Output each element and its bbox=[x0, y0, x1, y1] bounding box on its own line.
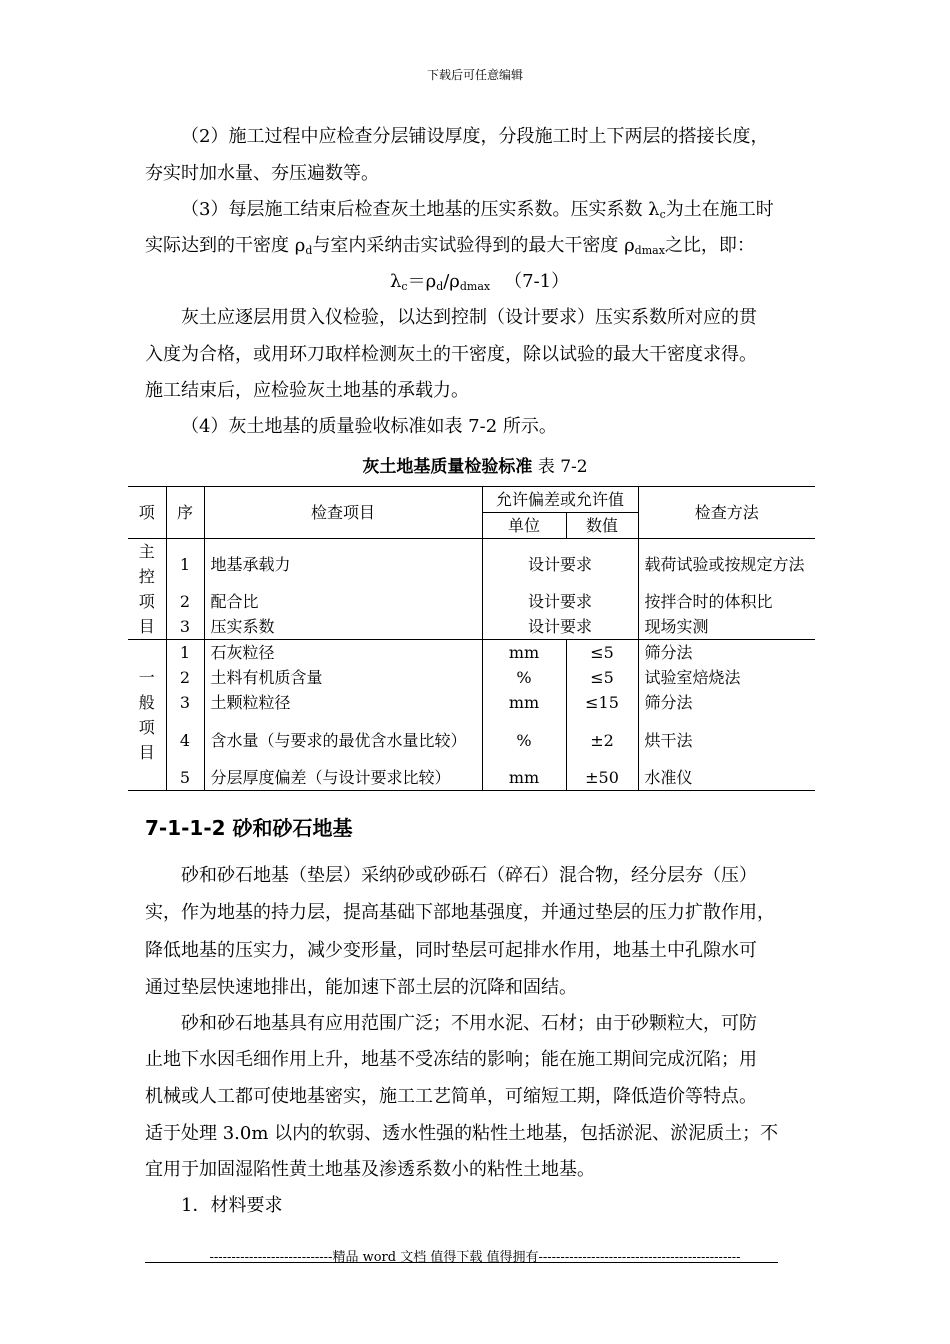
table-row-value: ±2 bbox=[566, 715, 638, 765]
paragraph-line: 止地下水因毛细作用上升，地基不受冻结的影响；能在施工期间完成沉陷；用 bbox=[145, 1049, 757, 1070]
paragraph-line: 降低地基的压实力，减少变形量，同时垫层可起排水作用，地基土中孔隙水可 bbox=[145, 940, 757, 961]
paragraph-line: 实际达到的干密度 $\rho_d$与室内采纳击实试验得到的最大干密度 $\rho_{dmax}$之比，即： bbox=[145, 235, 755, 257]
table-row-item: 土颗粒粒径 bbox=[204, 690, 482, 715]
table-caption: 灰土地基质量检验标准 表 7-2 bbox=[362, 457, 588, 477]
table-row-seq: 1 bbox=[166, 640, 204, 666]
paragraph-line: （2）施工过程中应检查分层铺设厚度，分段施工时上下两层的搭接长度， bbox=[181, 126, 769, 147]
table-row-unit: mm bbox=[482, 690, 566, 715]
table-row-method: 试验室焙烧法 bbox=[638, 665, 815, 690]
table-row-value: ±50 bbox=[566, 765, 638, 791]
paragraph-line: 夯实时加水量、夯压遍数等。 bbox=[145, 163, 379, 184]
header-method: 检查方法 bbox=[638, 487, 815, 539]
table-row-method: 载荷试验或按规定方法 bbox=[638, 539, 815, 590]
table-row-item: 含水量（与要求的最优含水量比较） bbox=[204, 715, 482, 765]
table-row-unit: mm bbox=[482, 640, 566, 666]
paragraph-line: 砂和砂石地基（垫层）采纳砂或砂砾石（碎石）混合物，经分层夯（压） bbox=[181, 865, 757, 886]
table-row-unit: mm bbox=[482, 765, 566, 791]
paragraph-line: 宜用于加固湿陷性黄土地基及渗透系数小的粘性土地基。 bbox=[145, 1159, 595, 1180]
table-row-item: 石灰粒径 bbox=[204, 640, 482, 666]
page-header: 下载后可任意编辑 bbox=[426, 68, 523, 82]
header-unit: 单位 bbox=[482, 513, 566, 539]
header-seq: 序 bbox=[166, 487, 204, 539]
formula: $\lambda_c=\rho_d/\rho_{dmax}$ （7-1） bbox=[390, 271, 570, 293]
header-allow: 允许偏差或允许值 bbox=[482, 487, 638, 513]
paragraph-line: 通过垫层快速地排出，能加速下部土层的沉降和固结。 bbox=[145, 977, 577, 998]
paragraph-line: （3）每层施工结束后检查灰土地基的压实系数。压实系数 $\lambda_c$为土在施工时 bbox=[181, 199, 774, 221]
header-item: 项 bbox=[138, 503, 155, 522]
table-row-method: 筛分法 bbox=[638, 690, 815, 715]
table-row-seq: 4 bbox=[166, 715, 204, 765]
table-row-value: ≤15 bbox=[566, 690, 638, 715]
paragraph-line: （4）灰土地基的质量验收标准如表 7-2 所示。 bbox=[181, 416, 557, 437]
table-row-unit: % bbox=[482, 715, 566, 765]
quality-standard-table bbox=[128, 486, 815, 791]
header-value: 数值 bbox=[566, 513, 638, 539]
section-heading: 7-1-1-2 砂和砂石地基 bbox=[145, 816, 353, 840]
table-row-item: 配合比 bbox=[204, 589, 482, 614]
table-row-allow: 设计要求 bbox=[482, 614, 638, 640]
page-footer: ----------------------------精品 word 文档 值得下载 值得拥有---------------------------------------------- bbox=[209, 1250, 741, 1265]
paragraph-line: 砂和砂石地基具有应用范围广泛；不用水泥、石材；由于砂颗粒大，可防 bbox=[181, 1013, 757, 1034]
table-row-seq: 5 bbox=[166, 765, 204, 791]
table-row-value: ≤5 bbox=[566, 640, 638, 666]
paragraph-line: 1．材料要求 bbox=[181, 1195, 283, 1216]
table-row-seq: 1 bbox=[166, 539, 204, 590]
paragraph-line: 机械或人工都可使地基密实，施工工艺简单，可缩短工期，降低造价等特点。 bbox=[145, 1086, 757, 1107]
header-check: 检查项目 bbox=[204, 487, 482, 539]
table-row-seq: 2 bbox=[166, 589, 204, 614]
table-row-unit: % bbox=[482, 665, 566, 690]
paragraph-line: 实，作为地基的持力层，提高基础下部地基强度，并通过垫层的压力扩散作用， bbox=[145, 902, 775, 923]
paragraph-line: 入度为合格，或用环刀取样检测灰土的干密度，除以试验的最大干密度求得。 bbox=[145, 344, 757, 365]
table-row-method: 按拌合时的体积比 bbox=[638, 589, 815, 614]
table-row-item: 压实系数 bbox=[204, 614, 482, 640]
footer-rule bbox=[145, 1262, 778, 1263]
paragraph-line: 适于处理 3.0m 以内的软弱、透水性强的粘性土地基，包括淤泥、淤泥质土；不 bbox=[145, 1123, 779, 1144]
paragraph-line: 灰土应逐层用贯入仪检验，以达到控制（设计要求）压实系数所对应的贯 bbox=[181, 307, 757, 328]
table-row-seq: 3 bbox=[166, 690, 204, 715]
formula-number: （7-1） bbox=[504, 271, 570, 292]
table-row-method: 水准仪 bbox=[638, 765, 815, 791]
table-row-allow: 设计要求 bbox=[482, 589, 638, 614]
category-general: 一 般 项 目 bbox=[138, 668, 155, 762]
table-row-method: 筛分法 bbox=[638, 640, 815, 666]
table-row-seq: 2 bbox=[166, 665, 204, 690]
table-row-method: 烘干法 bbox=[638, 715, 815, 765]
paragraph-line: 施工结束后，应检验灰土地基的承载力。 bbox=[145, 380, 469, 401]
table-row-seq: 3 bbox=[166, 614, 204, 640]
table-row-item: 土料有机质含量 bbox=[204, 665, 482, 690]
table-row-method: 现场实测 bbox=[638, 614, 815, 640]
table-row-item: 地基承载力 bbox=[204, 539, 482, 590]
table-row-item: 分层厚度偏差（与设计要求比较） bbox=[204, 765, 482, 791]
table-row-value: ≤5 bbox=[566, 665, 638, 690]
table-row-allow: 设计要求 bbox=[482, 539, 638, 590]
category-main: 主 控 项 目 bbox=[138, 542, 155, 636]
